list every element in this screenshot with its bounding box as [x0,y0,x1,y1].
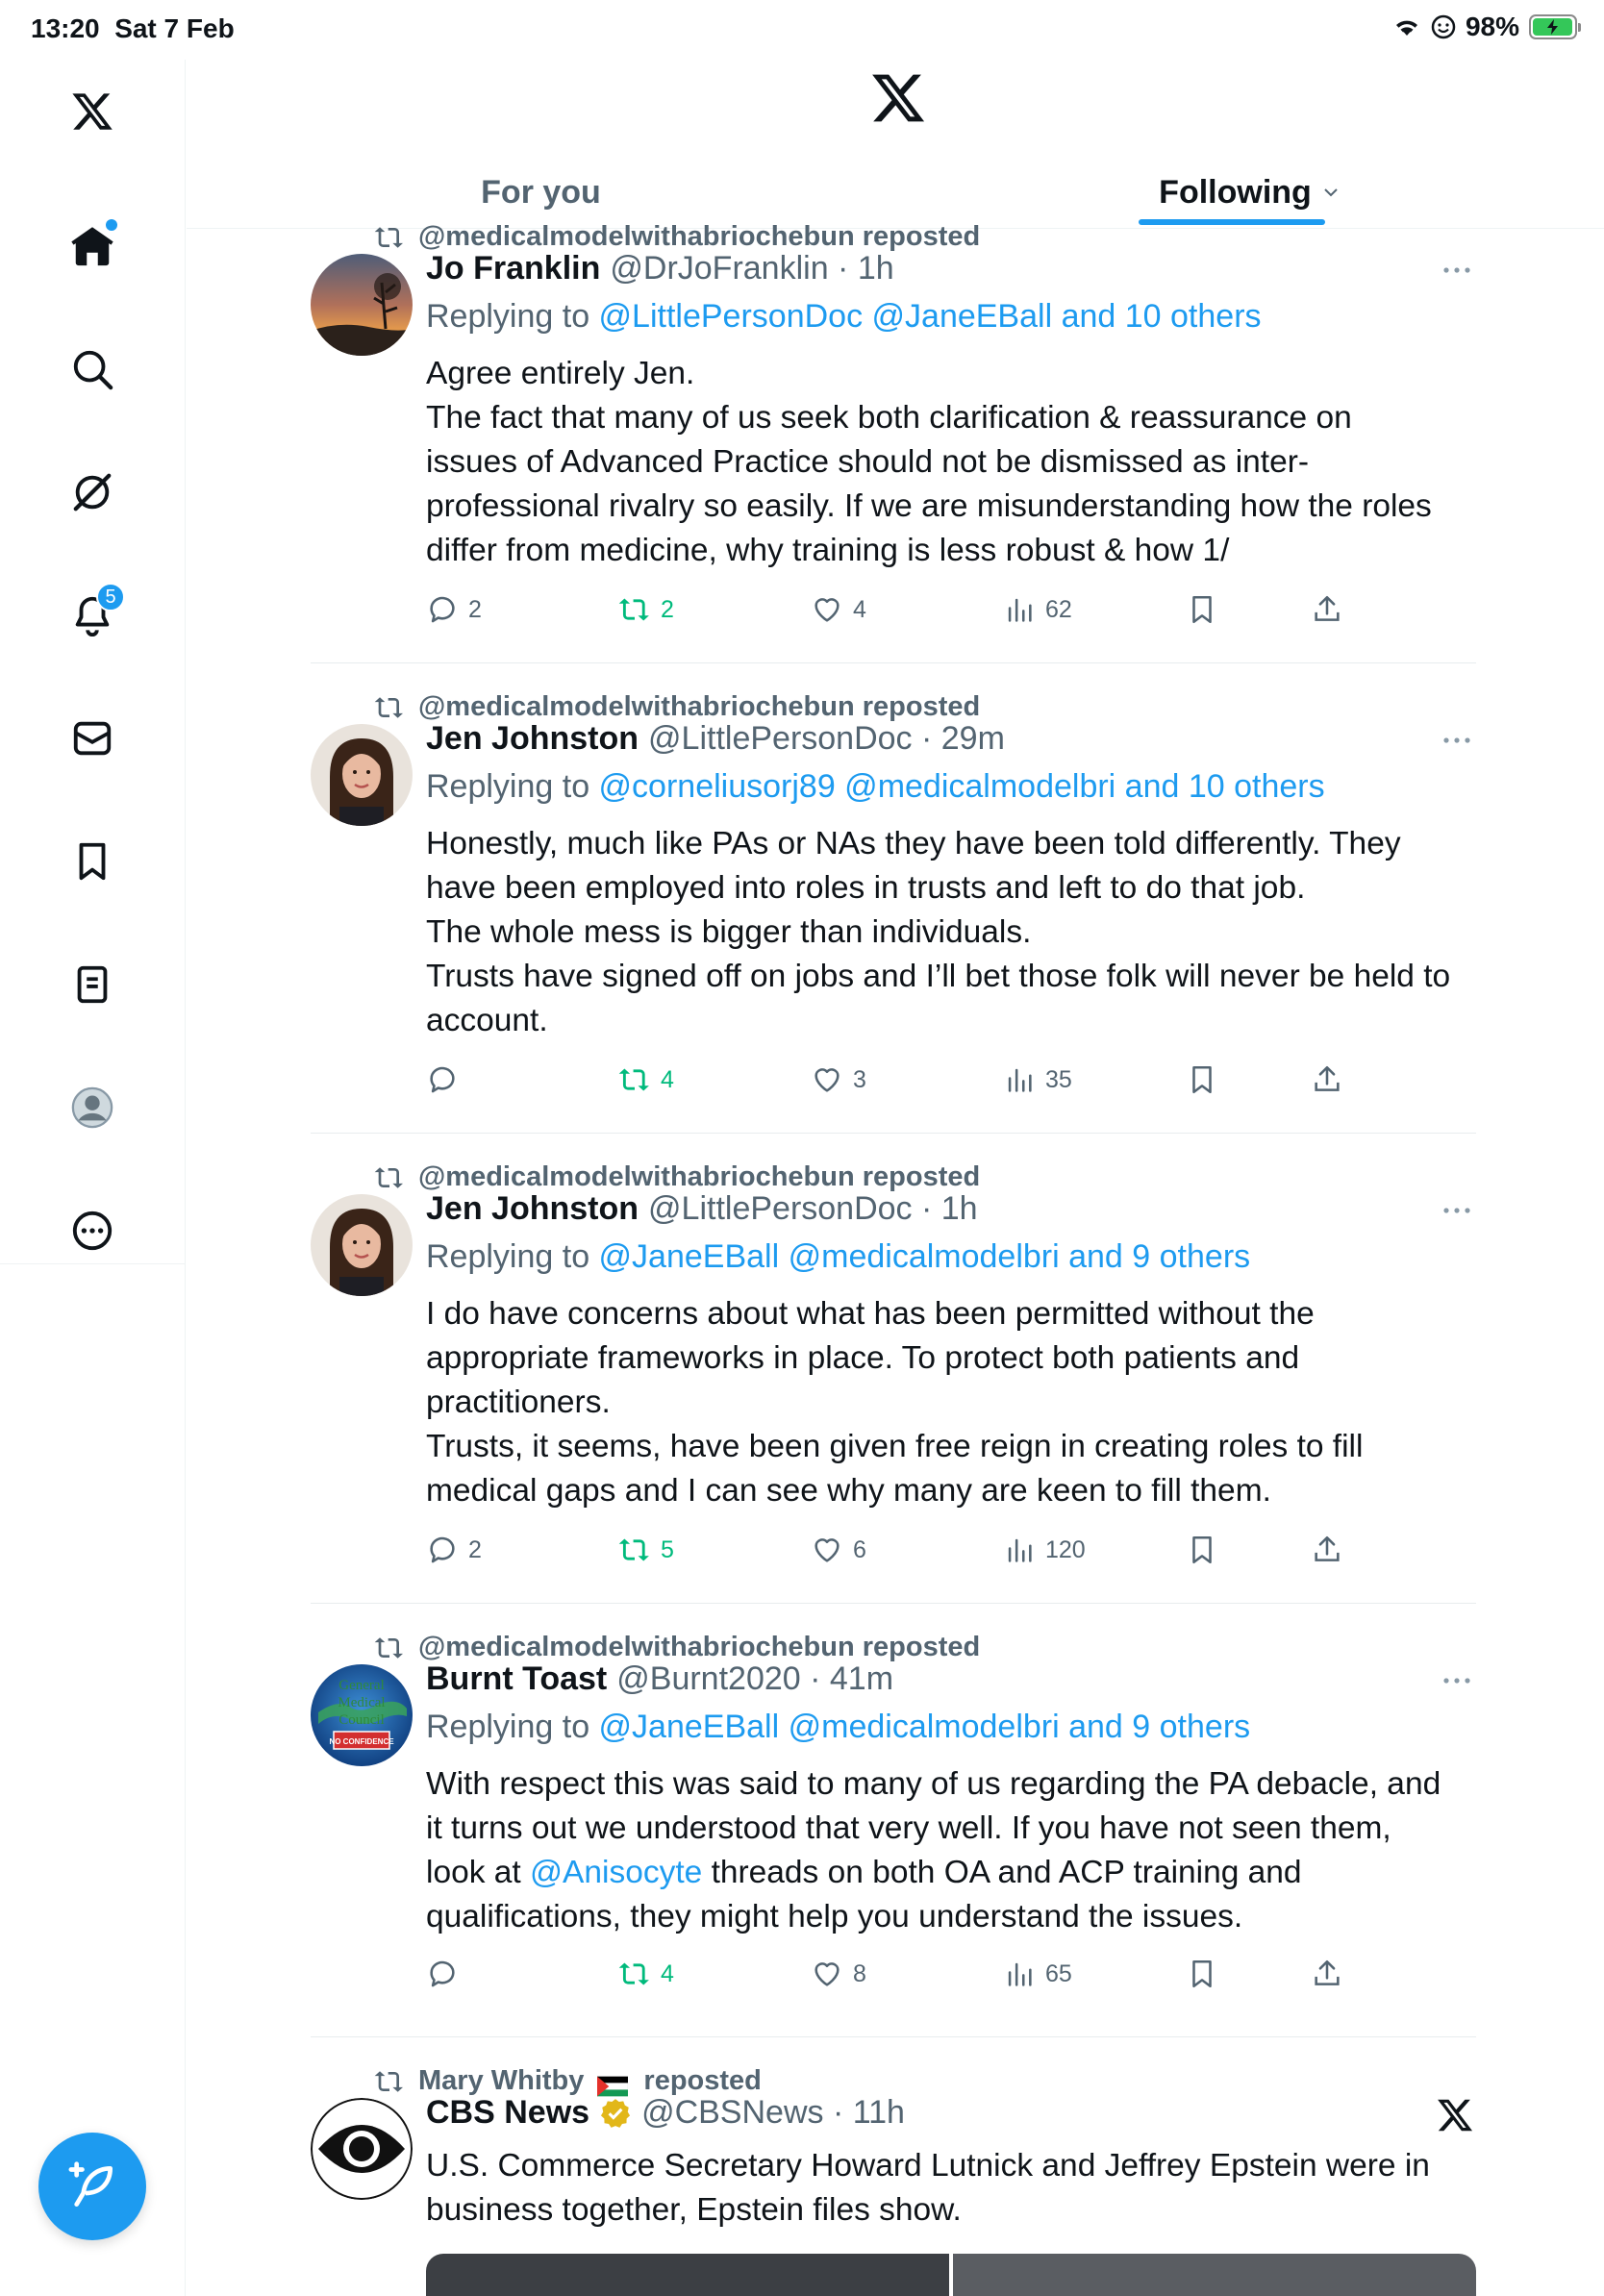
bookmark-icon [1186,593,1218,626]
share-icon [1311,1534,1343,1566]
tab-following[interactable]: Following [895,156,1604,229]
post-header [426,1190,978,1228]
repost-icon [374,2066,405,2097]
author-handle-time[interactable]: @DrJoFranklin · 1h [610,250,894,287]
battery-fill [1533,18,1572,36]
reply-button[interactable] [426,1953,468,1995]
profile-icon[interactable] [60,1075,125,1140]
views-icon [1003,1958,1036,1990]
author-handle-time[interactable]: @Burnt2020 · 41m [616,1660,894,1697]
views-button[interactable]: 35 [1003,1059,1072,1101]
more-options-icon[interactable] [1438,726,1476,755]
bookmark-button[interactable] [1186,588,1218,631]
repost-icon [374,1162,405,1193]
share-icon [1311,593,1343,626]
reply-button[interactable]: 2 [426,1529,482,1571]
search-icon[interactable] [60,337,125,402]
reply-button[interactable] [426,1059,468,1101]
post-header [426,2094,905,2132]
svg-text:Council: Council [338,1712,385,1728]
status-right [1392,12,1577,42]
timeline [187,60,1604,2296]
views-icon [1003,1063,1036,1096]
author-handle-time[interactable]: @LittlePersonDoc · 29m [648,720,1005,757]
repost-indicator: @medicalmodelwithabriochebun reposted [374,1632,980,1663]
post-actions [426,1529,1349,1571]
post-text: I do have concerns about what has been permitted without the appropriate frameworks in place. To protect both patients and practitioners. Trusts, it seems, have been given free reign in creating roles to fill medical gaps and I can see why many are keen to fill them. [426,1296,1364,1509]
home-unread-dot [106,219,117,231]
post[interactable] [311,2065,1476,2296]
media-image[interactable] [953,2254,1476,2296]
repost-icon [618,593,651,626]
post-header [426,720,1005,758]
wifi-icon [1392,15,1421,38]
post-text: Agree entirely Jen. The fact that many of us seek both clarification & reassurance on issues of Advanced Practice should not be dismissed as inter- professional rivalry so easily. If we are misunderstanding how the roles differ from medicine, why training is less robust & how 1/ [426,356,1432,568]
post-media[interactable] [426,2254,1476,2296]
reply-icon [426,1063,459,1096]
author-name[interactable]: Jo Franklin [426,250,601,287]
share-button[interactable] [1311,1953,1343,1995]
chevron-down-icon[interactable] [1321,183,1341,202]
avatar[interactable] [311,1664,413,1766]
repost-button[interactable]: 4 [618,1953,674,1995]
repost-icon [374,222,405,253]
messages-icon[interactable] [60,706,125,771]
post-text: Honestly, much like PAs or NAs they have been told differently. They have been employed into roles in trusts and left to do that job. The whole mess is bigger than individuals. Trusts have signed off on jobs and I’ll bet those folk will never be held to account. [426,826,1451,1038]
reply-icon [426,1958,459,1990]
share-button[interactable] [1311,1059,1343,1101]
status-time: 13:20 Sat 7 Feb [31,13,235,43]
views-button[interactable]: 120 [1003,1529,1086,1571]
post-actions [426,1059,1349,1101]
post[interactable] [311,1161,1476,1642]
post[interactable] [311,1632,1476,2093]
avatar[interactable] [311,254,413,356]
post-actions [426,1953,1349,1995]
bookmark-icon [1186,1534,1218,1566]
repost-indicator: @medicalmodelwithabriochebun reposted [374,221,980,253]
reply-targets-link[interactable]: @corneliusorj89 @medicalmodelbri and 10 others [598,768,1325,805]
sidebar-divider [0,1263,186,1264]
bookmark-button[interactable] [1186,1059,1218,1101]
bookmark-icon[interactable] [60,829,125,894]
post-separator [311,2036,1476,2037]
reply-targets-link[interactable]: @LittlePersonDoc @JaneEBall and 10 others [598,298,1262,335]
grok-icon[interactable] [60,460,125,525]
bookmark-icon [1186,1063,1218,1096]
x-logo-icon[interactable] [869,69,927,127]
notifications-badge: 5 [96,583,125,611]
author-name[interactable]: Burnt Toast [426,1660,608,1697]
x-logo-icon[interactable] [60,79,125,144]
x-logo-icon[interactable] [1434,2094,1476,2136]
bookmark-button[interactable] [1186,1953,1218,1995]
more-options-icon[interactable] [1438,1666,1476,1695]
post-text: U.S. Commerce Secretary Howard Lutnick and Jeffrey Epstein were in business together, Epstein files show. [426,2148,1430,2228]
bookmark-button[interactable] [1186,1529,1218,1571]
repost-icon [374,692,405,723]
heart-icon [811,593,843,626]
like-button[interactable]: 6 [811,1529,866,1571]
post[interactable] [311,221,1476,702]
repost-indicator: @medicalmodelwithabriochebun reposted [374,1161,980,1193]
repost-indicator: @medicalmodelwithabriochebun reposted [374,691,980,723]
post[interactable] [311,691,1476,1172]
author-name[interactable]: CBS News [426,2094,590,2131]
post-separator [311,1603,1476,1604]
focus-smiley-icon [1431,14,1456,39]
repost-icon [374,1633,405,1663]
svg-text:General: General [338,1678,385,1693]
share-button[interactable] [1311,1529,1343,1571]
svg-text:Medical: Medical [338,1695,386,1710]
compose-button[interactable] [38,2133,146,2240]
views-icon [1003,593,1036,626]
post-header [426,250,894,287]
more-options-icon[interactable] [1438,256,1476,285]
post-text: With respect this was said to many of us regarding the PA debacle, and it turns out we understood that very well. If you have not seen them, look at @Anisocyte threads on both OA and ACP training and qualifications, they might help you understand the issues. [426,1766,1441,1934]
post-separator [311,662,1476,663]
heart-icon [811,1958,843,1990]
timeline-tabs [187,156,1604,229]
bookmark-icon [1186,1958,1218,1990]
author-name[interactable]: Jen Johnston [426,1190,639,1227]
like-button[interactable]: 4 [811,588,866,631]
lists-icon[interactable] [60,952,125,1017]
replying-to: Replying to @JaneEBall @medicalmodelbri and 9 others [426,1238,1251,1275]
like-button[interactable]: 3 [811,1059,866,1101]
heart-icon [811,1534,843,1566]
verified-badge-icon [599,2097,632,2130]
repost-button[interactable]: 5 [618,1529,674,1571]
views-button[interactable]: 65 [1003,1953,1072,1995]
reply-targets-link[interactable]: @JaneEBall @medicalmodelbri and 9 others [598,1709,1251,1745]
repost-icon [618,1958,651,1990]
share-button[interactable] [1311,588,1343,631]
post-header [426,1660,893,1698]
heart-icon [811,1063,843,1096]
repost-button[interactable]: 4 [618,1059,674,1101]
repost-icon [618,1063,651,1096]
mention-link[interactable]: @Anisocyte [530,1855,703,1890]
replying-to: Replying to @JaneEBall @medicalmodelbri and 9 others [426,1709,1251,1745]
status-bar [0,0,1604,60]
repost-icon [618,1534,651,1566]
repost-button[interactable]: 2 [618,588,674,631]
tab-for-you[interactable]: For you [481,173,601,211]
media-image[interactable] [426,2254,949,2296]
replying-to: Replying to @LittlePersonDoc @JaneEBall and 10 others [426,298,1262,335]
compose-feather-icon [65,2159,119,2213]
like-button[interactable]: 8 [811,1953,866,1995]
battery-percent: 98% [1465,12,1519,41]
repost-indicator: Mary Whitby reposted [374,2065,762,2097]
reply-icon [426,1534,459,1566]
share-icon [1311,1063,1343,1096]
author-name[interactable]: Jen Johnston [426,720,639,757]
avatar[interactable] [311,2098,413,2200]
views-button[interactable]: 62 [1003,588,1072,631]
more-options-icon[interactable] [1438,1196,1476,1225]
avatar[interactable] [311,724,413,826]
more-icon[interactable] [60,1198,125,1263]
author-handle-time[interactable]: @CBSNews · 11h [641,2094,905,2131]
author-handle-time[interactable]: @LittlePersonDoc · 1h [648,1190,978,1227]
post-separator [311,1133,1476,1134]
sidebar [0,60,186,2296]
views-icon [1003,1534,1036,1566]
post-actions [426,588,1349,631]
reply-targets-link[interactable]: @JaneEBall @medicalmodelbri and 9 others [598,1238,1251,1275]
home-icon[interactable] [60,213,125,279]
svg-text:NO CONFIDENCE: NO CONFIDENCE [329,1737,394,1746]
replying-to: Replying to @corneliusorj89 @medicalmodelbri and 10 others [426,768,1325,805]
palestine-flag-icon [597,2071,630,2092]
avatar[interactable] [311,1194,413,1296]
battery-icon [1529,14,1577,39]
reply-icon [426,593,459,626]
reply-button[interactable]: 2 [426,588,482,631]
share-icon [1311,1958,1343,1990]
bell-icon[interactable] [60,583,125,648]
